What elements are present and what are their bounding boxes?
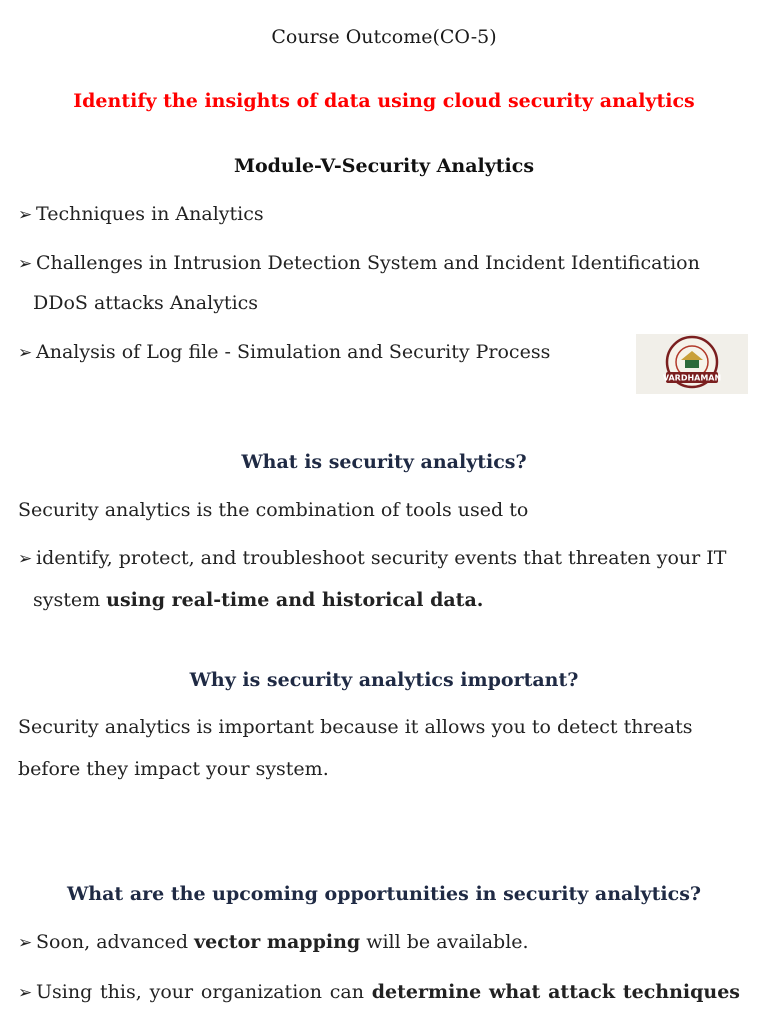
question-heading: Why is security analytics important? <box>189 669 579 691</box>
question-heading: What is security analytics? <box>241 451 527 473</box>
paragraph-text: Security analytics is the combination of tools used to <box>18 499 529 521</box>
logo-text: VARDHAMAN <box>662 373 722 383</box>
arrow-bullet-icon: ➢ <box>18 254 33 274</box>
topic-item: ➢ Techniques in Analytics <box>18 203 264 225</box>
arrow-bullet-icon: ➢ <box>18 343 33 363</box>
course-outcome-label: Course Outcome(CO-5) <box>271 26 497 48</box>
topic-item: ➢ Analysis of Log file - Simulation and Security Process <box>18 341 551 363</box>
paragraph-text: Security analytics is important because it allows you to detect threats <box>18 716 693 738</box>
vardhaman-college-logo <box>636 334 748 394</box>
topic-item: DDoS attacks Analytics <box>33 292 259 314</box>
arrow-bullet-icon: ➢ <box>18 549 33 569</box>
arrow-bullet-icon: ➢ <box>18 933 33 953</box>
bullet-item: ➢ Soon, advanced vector mapping will be available. <box>18 931 529 953</box>
question-heading: What are the upcoming opportunities in security analytics? <box>66 883 702 905</box>
bullet-item: ➢ identify, protect, and troubleshoot security events that threaten your IT <box>18 547 727 569</box>
arrow-bullet-icon: ➢ <box>18 983 33 1003</box>
bullet-continuation: system using real-time and historical data. <box>33 589 484 611</box>
bullet-item: ➢ Using this, your organization can determine what attack techniques <box>18 981 740 1003</box>
logo-emblem-icon <box>636 334 748 394</box>
topic-item: ➢ Challenges in Intrusion Detection System and Incident Identification <box>18 252 700 274</box>
objective-heading: Identify the insights of data using cloud security analytics <box>73 90 695 112</box>
module-title: Module-V-Security Analytics <box>233 155 535 177</box>
paragraph-text: before they impact your system. <box>18 758 329 780</box>
arrow-bullet-icon: ➢ <box>18 205 33 225</box>
